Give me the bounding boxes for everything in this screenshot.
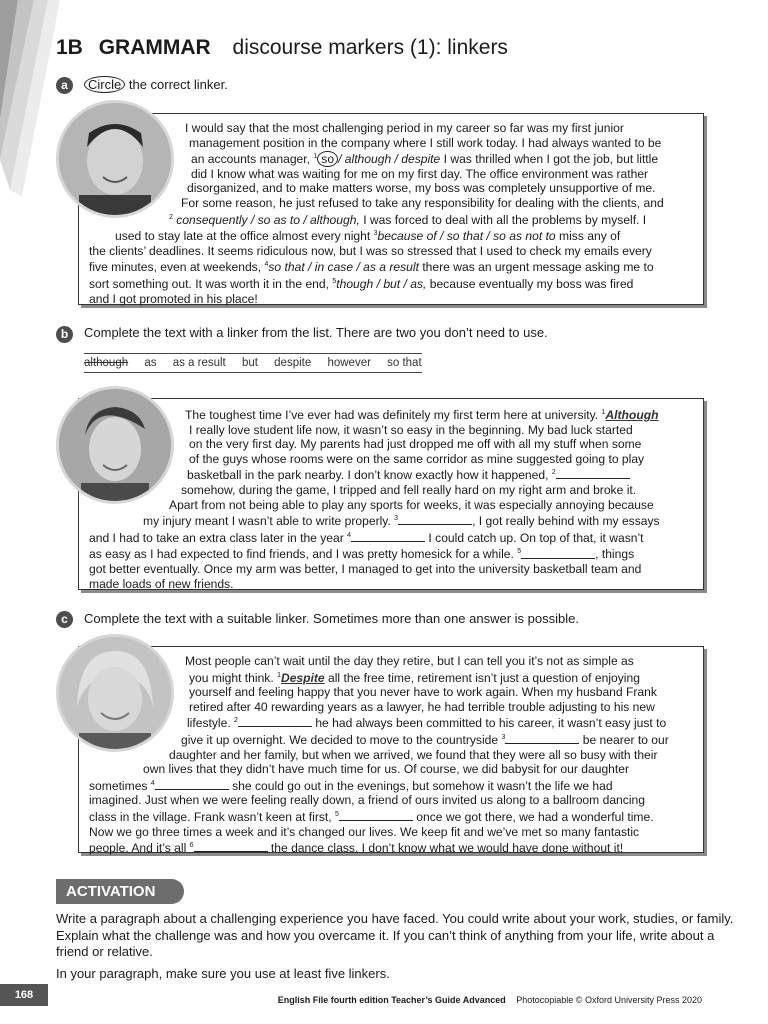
blank[interactable] <box>238 716 312 727</box>
section-c-badge: c <box>56 611 73 628</box>
unit-code: 1B <box>56 36 83 59</box>
footer-copyright: Photocopiable © Oxford University Press 2020 <box>516 995 702 1005</box>
word-bank-item: however <box>327 357 371 369</box>
blank[interactable] <box>505 733 579 744</box>
text-box-b <box>78 398 704 590</box>
circled-answer: so <box>317 151 338 167</box>
word-bank-item: so that <box>387 357 422 369</box>
blank[interactable] <box>155 779 229 790</box>
blank[interactable] <box>194 841 268 852</box>
footer-book-title: English File fourth edition Teacher’s Guide Advanced <box>277 995 506 1005</box>
activation-text <box>56 911 746 987</box>
section-b-instruction: Complete the text with a linker from the list. There are two you don’t need to use. <box>84 325 548 340</box>
paragraph-c: Most people can’t wait until the day they retire, but I can tell you it’s not as simple as you might think. $^1$Despite all the free time, retirement isn’t just a question of enjoying yourself and feeling happy that you never have to work again. When my husband Frank retired after 40 rewarding years as a lawyer, he had terrible trouble adjusting to his new lifestyle. $^2$ he had always been committed to his career, it wasn’t easy just to give it up overnight. We decided to move to the countryside $^3$ be nearer to our daughter and her family, but when we arrived, we found that they were all so busy with their own lives that they didn’t have much time for us. Of course, we did babysit for our daughter sometimes $^4$ she could go out in the evenings, but somehow it wasn’t the life we had imagined. Just when we were feeling really down, a friend of ours invited us along to a ballroom dancing class in the village. Frank wasn’t keen at first, $^5$ once we got there, we had a wonderful time. Now we go three times a week and it’s changed our lives. We keep fit and we’ve met so many fantastic people. And it’s all $^6$ the dance class. I don’t know what we would have done without it! <box>89 654 669 856</box>
word-bank-item: but <box>241 357 258 369</box>
paragraph-b: The toughest time I’ve ever had was definitely my first term here at university. $^1$Although I really love student life now, it wasn’t so easy in the beginning. My bad luck started on the very first day. My parents had just dropped me off with all my stuff when some of the guys whose rooms were on the same corridor as mine suggested going to play basketball in the park nearby. I don’t know exactly how it happened, $^2$ somehow, during the game, I tripped and fell really hard on my right arm and broke it. Apart from not being able to play any sports for weeks, it was especially annoying because my injury meant I wasn’t able to write properly. $^3$ , I got really behind with my essays and I had to take an extra class later in the year $^4$ I could catch up. On top of that, it wasn’t as easy as I had expected to find friends, and I was pretty homesick for a while. $^5$ , things got better eventually. Once my arm was better, I managed to get into the university basketball team and made loads of new friends. <box>89 408 660 591</box>
blank[interactable] <box>556 468 630 479</box>
section-c-instruction: Complete the text with a suitable linker. Sometimes more than one answer is possible. <box>84 611 579 626</box>
word-bank-item: as <box>144 357 157 369</box>
section-a-badge: a <box>56 77 73 94</box>
unit-subtitle: discourse markers (1): linkers <box>232 36 508 59</box>
blank[interactable] <box>521 548 595 559</box>
portrait-man-photo <box>56 100 174 218</box>
section-a-instruction: Circle the correct linker. <box>84 77 228 92</box>
word-bank-item: despite <box>274 357 312 369</box>
activation-paragraph: In your paragraph, make sure you use at least five linkers. <box>56 965 390 981</box>
paragraph-a: I would say that the most challenging period in my career so far was my first junior management position in the company where I still work today. I had always wanted to be an accounts manager, $^1$ so / although / despite I was thrilled when I got the job, but little did I know what was waiting for me on my first day. The office environment was rather disorganized, and to make matters worse, my boss was completely unsupportive of me. For some reason, he just refused to take any responsibility for dealing with the clients, and $^2$ consequently / so as to / although, I was forced to deal with all the problems by myself. I used to stay late at the office almost every night $^3$because of / so that / so as not to miss any of the clients’ deadlines. It seems ridiculous now, but I was so stressed that I used to check my emails every five minutes, even at weekends, $^4$so that / in case / as a result there was an urgent message asking me to sort something out. It was worth it in the end, $^5$though / but / as, because eventually my boss was fired and I got promoted in his place! <box>89 121 664 306</box>
page-number: 168 <box>0 984 48 1006</box>
portrait-young-man-photo <box>56 386 174 504</box>
word-bank-item: although <box>84 357 129 369</box>
unit-topic: GRAMMAR <box>98 36 211 59</box>
word-bank <box>84 353 422 373</box>
corner-decoration <box>0 0 60 200</box>
section-b-badge: b <box>56 326 73 343</box>
blank[interactable] <box>339 810 413 821</box>
blank[interactable] <box>351 531 425 542</box>
blank[interactable] <box>398 514 472 525</box>
word-bank-item: as a result <box>172 357 226 369</box>
page-title <box>56 36 508 60</box>
footer <box>278 995 702 1005</box>
portrait-woman-photo <box>56 634 174 752</box>
example-answer: Despite <box>280 670 325 685</box>
text-box-a <box>78 113 704 305</box>
activation-heading: ACTIVATION <box>56 879 184 904</box>
example-answer: Although <box>605 408 659 423</box>
activation-paragraph: Write a paragraph about a challenging experience you have faced. You could write about your work, studies, or family. Explain what the challenge was and how you overcame it. If you can’t think of anything from your life, write about a friend or relative. <box>56 911 734 959</box>
